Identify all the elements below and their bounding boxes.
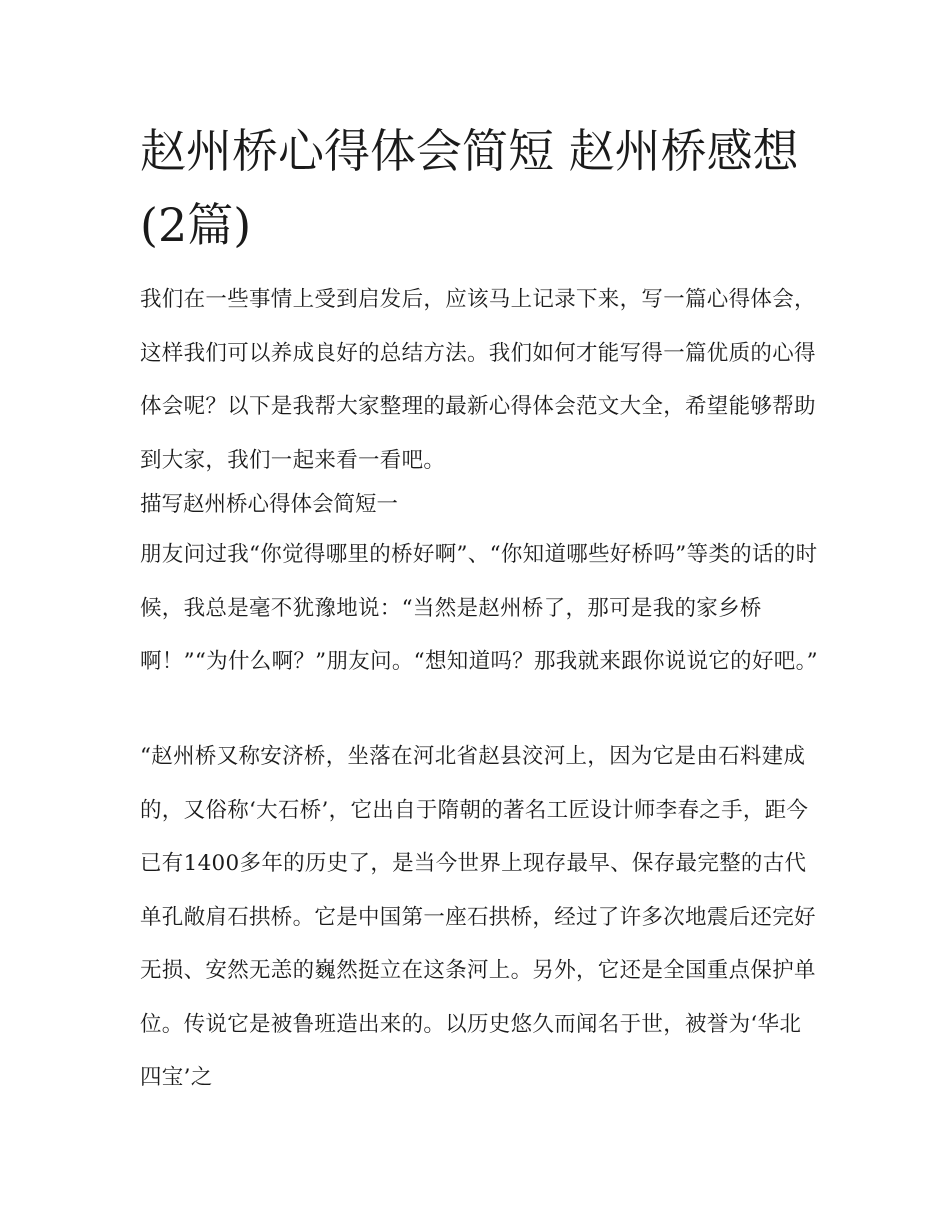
section-heading: 描写赵州桥心得体会简短一	[140, 492, 399, 517]
story-paragraph-2: “赵州桥又称安济桥，坐落在河北省赵县洨河上，因为它是由石料建成的，又俗称‘大石桥’，它出自于隋朝的著名工匠设计师李春之手，距今已有1400多年的历史了，是当今世界上现存最早、保存最完整的古代单孔敞肩石拱桥。它是中国第一座石拱桥，经过了许多次地震后还完好无损、安然无恙的巍然挺立在这条河上。另外，它还是全国重点保护单位。传说它是被鲁班造出来的。以历史悠久而闻名于世，被誉为‘华北四宝’之	[140, 744, 816, 1090]
intro-paragraph: 我们在一些事情上受到启发后，应该马上记录下来，写一篇心得体会，这样我们可以养成良好的总结方法。我们如何才能写得一篇优质的心得体会呢？以下是我帮大家整理的最新心得体会范文大全，希望能够帮助到大家，我们一起来看一看吧。	[140, 287, 816, 473]
story-paragraph-1: 朋友问过我“你觉得哪里的桥好啊”、“你知道哪些好桥吗”等类的话的时候，我总是毫不犹豫地说：“当然是赵州桥了，那可是我的家乡桥啊！”“为什么啊？”朋友问。“想知道吗？那我就来跟你说说它的好吧。”	[140, 542, 818, 674]
document-title: 赵州桥心得体会简短 赵州桥感想(2篇)	[140, 124, 799, 252]
